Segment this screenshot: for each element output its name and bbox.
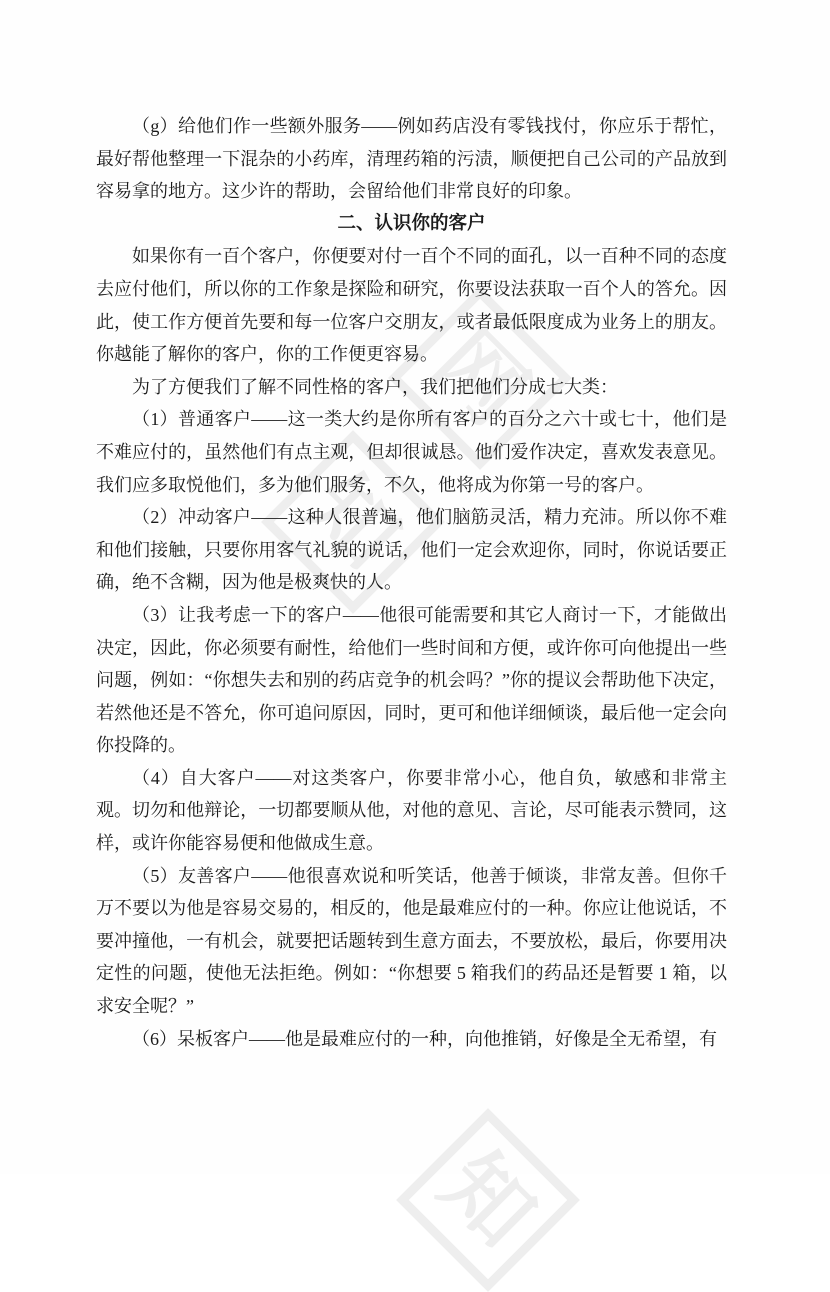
paragraph-type-1-ordinary-customer: （1）普通客户——这一类大约是你所有客户的百分之六十或七十，他们是不难应付的，虽然他们有点主观，但却很诚恳。他们爱作决定，喜欢发表意见。我们应多取悦他们，多为他们服务，不久，他将成为你第一号的客户。	[96, 409, 727, 495]
paragraph-seven-categories-intro: 为了方便我们了解不同性格的客户，我们把他们分成七大类：	[132, 376, 618, 397]
document-body	[96, 110, 727, 1055]
paragraph-type-5-friendly-customer: （5）友善客户——他很喜欢说和听笑话，他善于倾谈，非常友善。但你千万不要以为他是容易交易的，相反的，他是最难应付的一种。你应让他说话，不要冲撞他，一有机会，就要把话题转到生意方面去，不要放松，最后，你要用决定性的问题，使他无法拒绝。例如：“你想要 5 箱我们的药品还是暂要 1 箱，以求安全呢？”	[96, 865, 727, 1017]
paragraph-hundred-customers: 如果你有一百个客户，你便要对付一百个不同的面孔，以一百种不同的态度去应付他们，所以你的工作象是探险和研究，你要设法获取一百个人的答允。因此，使工作方便首先要和每一位客户交朋友，或者最低限度成为业务上的朋友。你越能了解你的客户，你的工作便更容易。	[96, 246, 727, 365]
paragraph-type-4-arrogant-customer: （4）自大客户——对这类客户，你要非常小心，他自负，敏感和非常主观。切勿和他辩论，一切都要顺从他，对他的意见、言论，尽可能表示赞同，这样，或许你能容易便和他做成生意。	[96, 767, 727, 854]
paragraph-type-3-let-me-think-customer: （3）让我考虑一下的客户——他很可能需要和其它人商讨一下，才能做出决定，因此，你必须要有耐性，给他们一些时间和方便，或许你可向他提出一些问题，例如：“你想失去和别的药店竞争的机会吗？”你的提议会帮助他下决定，若然他还是不答允，你可追问原因，同时，更可和他详细倾谈，最后他一定会向你投降的。	[96, 604, 727, 756]
section-heading: 二、认识你的客户	[337, 213, 486, 234]
paragraph-extra-service: （g）给他们作一些额外服务——例如药店没有零钱找付，你应乐于帮忙，最好帮他整理一下混杂的小药库，清理药箱的污渍，顺便把自己公司的产品放到容易拿的地方。这少许的帮助，会留给他们非常良好的印象。	[96, 116, 727, 202]
watermark-character: 知	[288, 457, 418, 587]
paragraph-type-6-dull-customer: （6）呆板客户——他是最难应付的一种，向他推销，好像是全无希望，有	[132, 1028, 717, 1049]
watermark-character: 网	[415, 313, 545, 443]
watermark-character: 知	[423, 1135, 553, 1265]
watermark-diamond	[396, 1108, 580, 1292]
paragraph-type-2-impulsive-customer: （2）冲动客户——这种人很普遍，他们脑筋灵活，精力充沛。所以你不难和他们接触，只要你用客气礼貌的说话，他们一定会欢迎你，同时，你说话要正确，绝不含糊，因为他是极爽快的人。	[96, 507, 727, 593]
